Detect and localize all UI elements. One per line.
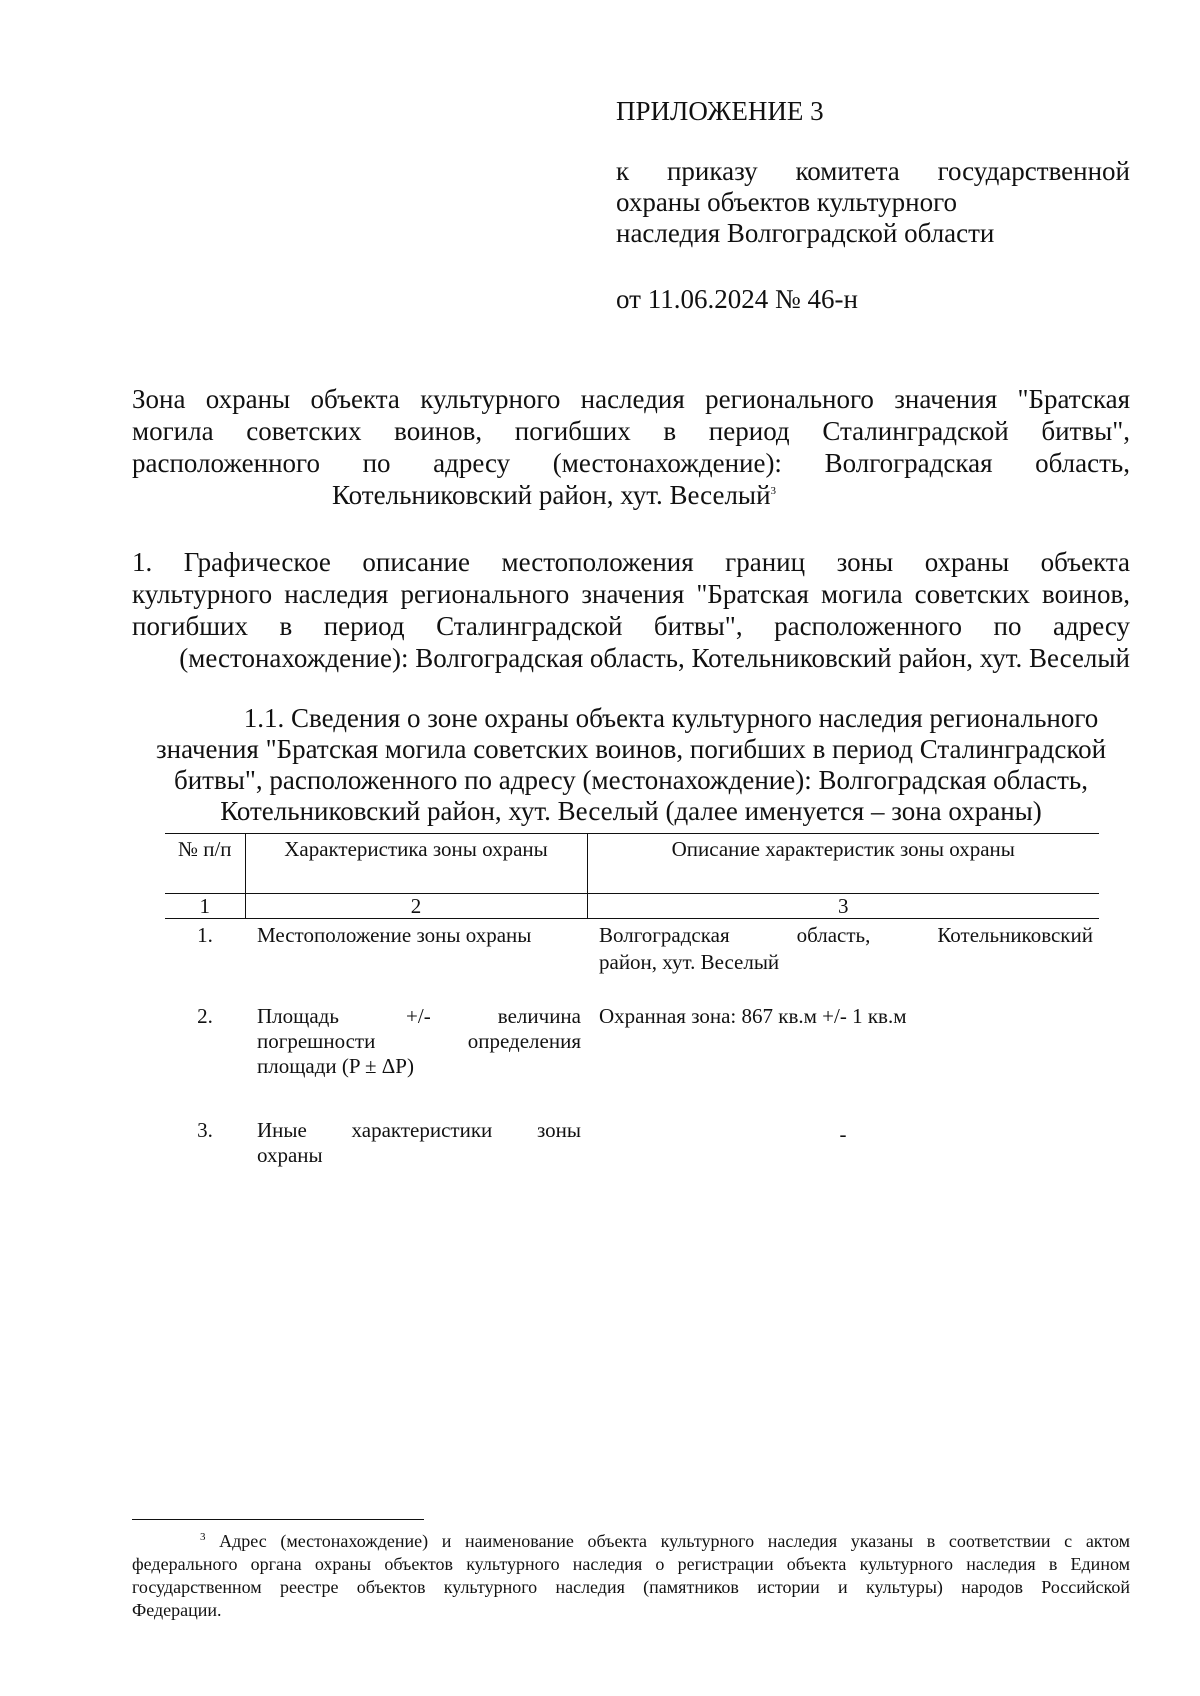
zone-title xyxy=(132,383,1130,511)
table-row xyxy=(165,919,1099,1005)
table-header-row xyxy=(165,833,1099,894)
row-1-description xyxy=(587,919,1099,1005)
row-2-description: Охранная зона: 867 кв.м +/- 1 кв.м xyxy=(599,1004,907,1028)
section-1-line-4: (местонахождение): Волгоградская область, Котельниковский район, хут. Веселый xyxy=(179,643,1130,673)
zone-title-line-4-text: Котельниковский район, хут. Веселый xyxy=(332,480,771,510)
section-1-1 xyxy=(132,703,1130,827)
row-1-description-line-1: Волгоградская область, Котельниковский xyxy=(599,923,1093,947)
col-number-2: 2 xyxy=(245,894,587,919)
order-line-1: к приказу комитета государственной xyxy=(616,156,1130,186)
col-number-1: 1 xyxy=(165,894,245,919)
row-3-characteristic-line-2: охраны xyxy=(257,1143,323,1167)
section-1 xyxy=(132,546,1130,674)
row-2-characteristic xyxy=(245,1004,587,1118)
zone-info-table xyxy=(165,833,1099,1168)
footnote-line-1 xyxy=(132,1530,1130,1553)
col-number-3: 3 xyxy=(587,894,1099,919)
footnote-line-4: Федерации. xyxy=(132,1600,222,1620)
row-1-characteristic: Местоположение зоны охраны xyxy=(257,923,532,947)
section-1-1-line-1: 1.1. Сведения о зоне охраны объекта культурного наследия регионального xyxy=(243,703,1099,733)
zone-title-line-4 xyxy=(132,479,1130,511)
row-2-characteristic-line-2: погрешности определения xyxy=(257,1029,581,1053)
zone-title-line-3: расположенного по адресу (местонахождение): Волгоградская область, xyxy=(132,448,1130,478)
footnote-line-2: федерального органа охраны объектов культурного наследия о регистрации объекта культурного наследия в Едином xyxy=(132,1554,1130,1574)
table-column-numbers-row xyxy=(165,894,1099,919)
footnote-marker: 3 xyxy=(200,1531,206,1543)
row-1-description-line-2: район, хут. Веселый xyxy=(599,950,780,974)
footnote xyxy=(132,1530,1130,1622)
order-line-3: наследия Волгоградской области xyxy=(616,218,995,248)
row-1-num: 1. xyxy=(197,923,213,947)
header-description: Описание характеристик зоны охраны xyxy=(587,833,1099,894)
row-2-characteristic-line-3: площади (P ± ΔP) xyxy=(257,1054,414,1078)
section-1-1-line-4: Котельниковский район, хут. Веселый (далее именуется – зона охраны) xyxy=(220,796,1042,826)
order-line-2: охраны объектов культурного xyxy=(616,187,957,217)
zone-title-line-1: Зона охраны объекта культурного наследия регионального значения "Братская xyxy=(132,384,1130,414)
table-row xyxy=(165,1004,1099,1118)
footnote-separator xyxy=(132,1519,424,1520)
section-1-1-line-3: битвы", расположенного по адресу (местонахождение): Волгоградская область, xyxy=(174,765,1088,795)
zone-title-line-2: могила советских воинов, погибших в период Сталинградской битвы", xyxy=(132,416,1130,446)
row-2-num: 2. xyxy=(197,1004,213,1028)
header-characteristic: Характеристика зоны охраны xyxy=(245,833,587,894)
row-3-characteristic xyxy=(245,1118,587,1168)
section-1-line-2: культурного наследия регионального значения "Братская могила советских воинов, xyxy=(132,579,1130,609)
appendix-title: ПРИЛОЖЕНИЕ 3 xyxy=(616,96,824,126)
row-2-characteristic-line-1: Площадь +/- величина xyxy=(257,1004,581,1028)
table-row xyxy=(165,1118,1099,1168)
row-3-description: - xyxy=(839,1122,847,1146)
footnote-reference: 3 xyxy=(770,485,777,497)
row-3-characteristic-line-1: Иные характеристики зоны xyxy=(257,1118,581,1142)
order-date: от 11.06.2024 № 46-н xyxy=(616,284,858,314)
order-reference xyxy=(616,156,1130,249)
header-num: № п/п xyxy=(165,833,245,894)
footnote-line-1-text: Адрес (местонахождение) и наименование объекта культурного наследия указаны в соответствии с актом xyxy=(219,1531,1130,1551)
section-1-line-3: погибших в период Сталинградской битвы", расположенного по адресу xyxy=(132,611,1130,641)
row-3-num: 3. xyxy=(197,1118,213,1142)
footnote-line-3: государственном реестре объектов культурного наследия (памятников истории и культуры) народов Российской xyxy=(132,1577,1130,1597)
section-1-line-1: 1. Графическое описание местоположения границ зоны охраны объекта xyxy=(132,547,1130,577)
section-1-1-line-2: значения "Братская могила советских воинов, погибших в период Сталинградской xyxy=(155,734,1107,764)
